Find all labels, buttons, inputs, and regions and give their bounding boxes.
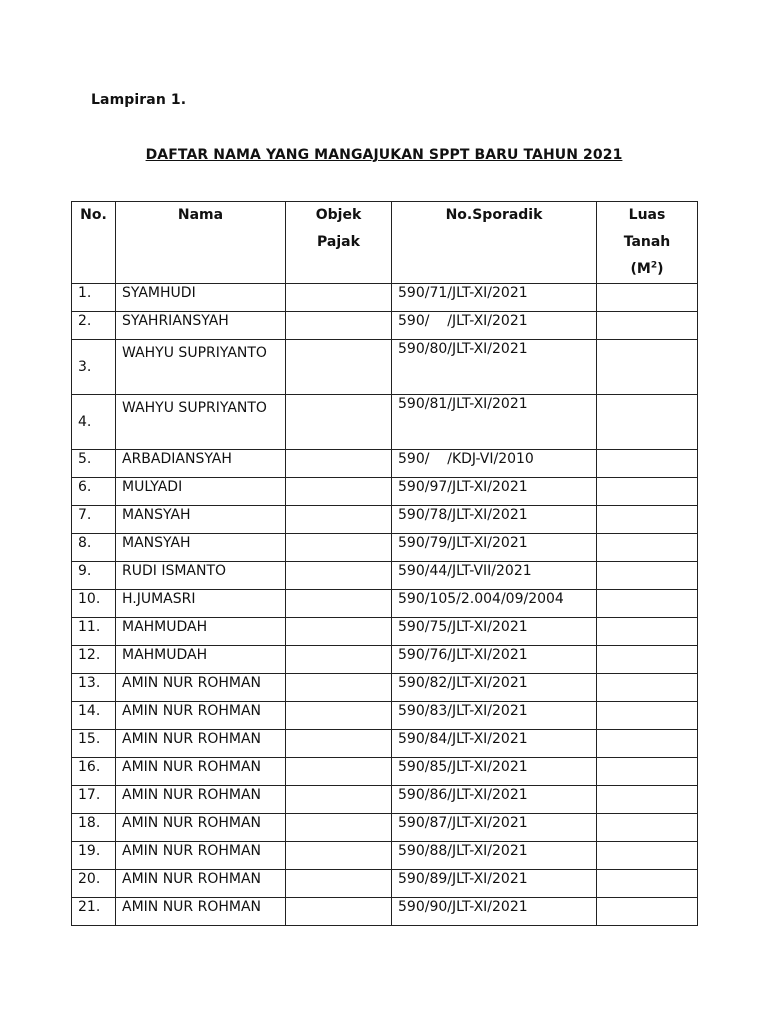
- col-header-objek-line2: Pajak: [317, 234, 360, 250]
- table-row: [72, 842, 698, 870]
- table-body: [72, 284, 698, 926]
- sporadik-cell: 590/ /KDJ-VI/2010: [392, 450, 597, 478]
- luas-tanah-cell: [597, 702, 698, 730]
- luas-tanah-cell: [597, 590, 698, 618]
- name-cell: AMIN NUR ROHMAN: [116, 898, 286, 926]
- row-number-cell: 21.: [72, 898, 116, 926]
- name-cell: AMIN NUR ROHMAN: [116, 870, 286, 898]
- table-row: [72, 870, 698, 898]
- header-row: [72, 202, 698, 284]
- table-row: [72, 674, 698, 702]
- sporadik-cell: 590/82/JLT-XI/2021: [392, 674, 597, 702]
- name-cell: ARBADIANSYAH: [116, 450, 286, 478]
- name-cell: AMIN NUR ROHMAN: [116, 674, 286, 702]
- col-header-luas-line2: Tanah: [623, 234, 671, 250]
- objek-pajak-cell: [286, 590, 392, 618]
- objek-pajak-cell: [286, 284, 392, 312]
- col-header-objek-line1: Objek: [315, 207, 362, 223]
- sporadik-cell: 590/86/JLT-XI/2021: [392, 786, 597, 814]
- row-number-cell: 12.: [72, 646, 116, 674]
- table-row: [72, 814, 698, 842]
- luas-tanah-cell: [597, 562, 698, 590]
- sporadik-cell: 590/ /JLT-XI/2021: [392, 312, 597, 340]
- table-row: [72, 562, 698, 590]
- table-row: [72, 312, 698, 340]
- name-cell: WAHYU SUPRIYANTO: [116, 340, 286, 395]
- applicant-table: [71, 201, 698, 926]
- luas-tanah-cell: [597, 478, 698, 506]
- table-row: [72, 478, 698, 506]
- objek-pajak-cell: [286, 674, 392, 702]
- objek-pajak-cell: [286, 534, 392, 562]
- name-cell: SYAHRIANSYAH: [116, 312, 286, 340]
- name-cell: MAHMUDAH: [116, 618, 286, 646]
- row-number-cell: 18.: [72, 814, 116, 842]
- col-header-objek-pajak: [286, 202, 392, 284]
- name-cell: MANSYAH: [116, 506, 286, 534]
- row-number-cell: 6.: [72, 478, 116, 506]
- sporadik-cell: 590/80/JLT-XI/2021: [392, 340, 597, 395]
- luas-tanah-cell: [597, 340, 698, 395]
- row-number-cell: 2.: [72, 312, 116, 340]
- sporadik-cell: 590/87/JLT-XI/2021: [392, 814, 597, 842]
- name-cell: MANSYAH: [116, 534, 286, 562]
- objek-pajak-cell: [286, 842, 392, 870]
- name-cell: AMIN NUR ROHMAN: [116, 786, 286, 814]
- col-header-luas-tanah: [597, 202, 698, 284]
- table-row: [72, 898, 698, 926]
- luas-tanah-cell: [597, 674, 698, 702]
- luas-tanah-cell: [597, 450, 698, 478]
- table-row: [72, 340, 698, 395]
- row-number-cell: 14.: [72, 702, 116, 730]
- table-row: [72, 284, 698, 312]
- row-number-cell: 20.: [72, 870, 116, 898]
- objek-pajak-cell: [286, 814, 392, 842]
- objek-pajak-cell: [286, 478, 392, 506]
- table-row: [72, 758, 698, 786]
- luas-tanah-cell: [597, 758, 698, 786]
- row-number-cell: 19.: [72, 842, 116, 870]
- name-cell: MAHMUDAH: [116, 646, 286, 674]
- row-number-cell: 10.: [72, 590, 116, 618]
- objek-pajak-cell: [286, 786, 392, 814]
- sporadik-cell: 590/79/JLT-XI/2021: [392, 534, 597, 562]
- row-number-cell: 1.: [72, 284, 116, 312]
- table-row: [72, 590, 698, 618]
- name-cell: SYAMHUDI: [116, 284, 286, 312]
- luas-tanah-cell: [597, 534, 698, 562]
- table-row: [72, 395, 698, 450]
- col-header-luas-unit: $(M^2)$: [630, 260, 664, 277]
- row-number-cell: 4.: [72, 395, 116, 450]
- table-row: [72, 786, 698, 814]
- objek-pajak-cell: [286, 506, 392, 534]
- row-number-cell: 15.: [72, 730, 116, 758]
- objek-pajak-cell: [286, 395, 392, 450]
- sporadik-cell: 590/97/JLT-XI/2021: [392, 478, 597, 506]
- name-cell: MULYADI: [116, 478, 286, 506]
- table-row: [72, 450, 698, 478]
- sporadik-cell: 590/105/2.004/09/2004: [392, 590, 597, 618]
- table-row: [72, 646, 698, 674]
- luas-tanah-cell: [597, 730, 698, 758]
- objek-pajak-cell: [286, 646, 392, 674]
- row-number-cell: 16.: [72, 758, 116, 786]
- document-title: DAFTAR NAMA YANG MANGAJUKAN SPPT BARU TAHUN 2021: [145, 147, 623, 163]
- luas-tanah-cell: [597, 395, 698, 450]
- objek-pajak-cell: [286, 730, 392, 758]
- sporadik-cell: 590/88/JLT-XI/2021: [392, 842, 597, 870]
- name-cell: AMIN NUR ROHMAN: [116, 758, 286, 786]
- table-row: [72, 702, 698, 730]
- col-header-luas-line1: Luas: [628, 207, 666, 223]
- col-header-no: No.: [72, 202, 116, 284]
- name-cell: RUDI ISMANTO: [116, 562, 286, 590]
- col-header-sporadik: No.Sporadik: [392, 202, 597, 284]
- sporadik-cell: 590/81/JLT-XI/2021: [392, 395, 597, 450]
- sporadik-cell: 590/71/JLT-XI/2021: [392, 284, 597, 312]
- luas-tanah-cell: [597, 506, 698, 534]
- table-row: [72, 730, 698, 758]
- name-cell: AMIN NUR ROHMAN: [116, 702, 286, 730]
- name-cell: AMIN NUR ROHMAN: [116, 814, 286, 842]
- attachment-label: Lampiran 1.: [91, 92, 187, 108]
- row-number-cell: 13.: [72, 674, 116, 702]
- sporadik-cell: 590/83/JLT-XI/2021: [392, 702, 597, 730]
- name-cell: AMIN NUR ROHMAN: [116, 842, 286, 870]
- row-number-cell: 5.: [72, 450, 116, 478]
- sporadik-cell: 590/85/JLT-XI/2021: [392, 758, 597, 786]
- row-number-cell: 8.: [72, 534, 116, 562]
- table-row: [72, 534, 698, 562]
- objek-pajak-cell: [286, 758, 392, 786]
- luas-tanah-cell: [597, 786, 698, 814]
- objek-pajak-cell: [286, 702, 392, 730]
- table-row: [72, 506, 698, 534]
- objek-pajak-cell: [286, 898, 392, 926]
- row-number-cell: 9.: [72, 562, 116, 590]
- luas-tanah-cell: [597, 312, 698, 340]
- objek-pajak-cell: [286, 618, 392, 646]
- table-header: [72, 202, 698, 284]
- objek-pajak-cell: [286, 870, 392, 898]
- sporadik-cell: 590/89/JLT-XI/2021: [392, 870, 597, 898]
- sporadik-cell: 590/84/JLT-XI/2021: [392, 730, 597, 758]
- col-header-nama: Nama: [116, 202, 286, 284]
- objek-pajak-cell: [286, 450, 392, 478]
- row-number-cell: 7.: [72, 506, 116, 534]
- name-cell: WAHYU SUPRIYANTO: [116, 395, 286, 450]
- row-number-cell: 11.: [72, 618, 116, 646]
- unit-superscript: 2: [650, 260, 658, 271]
- sporadik-cell: 590/78/JLT-XI/2021: [392, 506, 597, 534]
- table-row: [72, 618, 698, 646]
- name-cell: H.JUMASRI: [116, 590, 286, 618]
- sporadik-cell: 590/75/JLT-XI/2021: [392, 618, 597, 646]
- objek-pajak-cell: [286, 340, 392, 395]
- objek-pajak-cell: [286, 312, 392, 340]
- row-number-cell: 17.: [72, 786, 116, 814]
- name-cell: AMIN NUR ROHMAN: [116, 730, 286, 758]
- luas-tanah-cell: [597, 898, 698, 926]
- luas-tanah-cell: [597, 814, 698, 842]
- sporadik-cell: 590/90/JLT-XI/2021: [392, 898, 597, 926]
- luas-tanah-cell: [597, 870, 698, 898]
- luas-tanah-cell: [597, 284, 698, 312]
- luas-tanah-cell: [597, 618, 698, 646]
- sporadik-cell: 590/76/JLT-XI/2021: [392, 646, 597, 674]
- sporadik-cell: 590/44/JLT-VII/2021: [392, 562, 597, 590]
- row-number-cell: 3.: [72, 340, 116, 395]
- luas-tanah-cell: [597, 646, 698, 674]
- luas-tanah-cell: [597, 842, 698, 870]
- objek-pajak-cell: [286, 562, 392, 590]
